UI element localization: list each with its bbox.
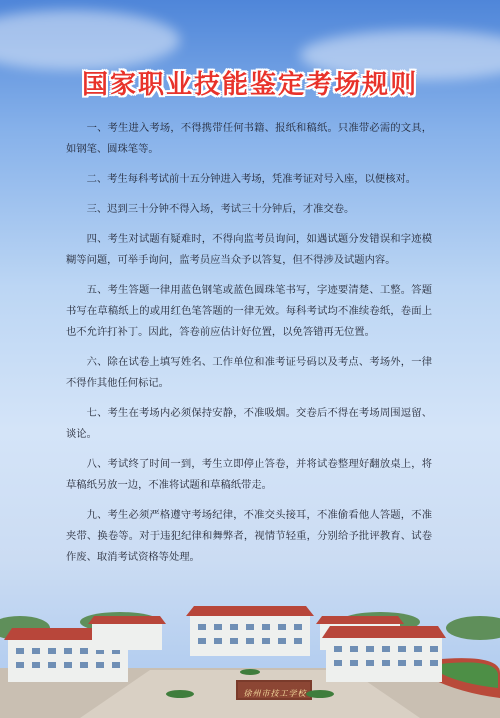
rule-item: 五、考生答题一律用蓝色钢笔或蓝色圆珠笔书写，字迹要清楚、工整。答题书写在草稿纸上的或用红色笔答题的一律无效。每科考试均不准续卷纸，卷面上也不允许打补丁。因此，答卷前应估计好位置，以免答错再无位置。 (66, 284, 432, 338)
rule-item: 九、考生必须严格遵守考场纪律，不准交头接耳，不准偷看他人答题，不准夹带、换卷等。对于违犯纪律和舞弊者，视情节轻重，分别给予批评教育、试卷作废、取消考试资格等处理。 (66, 509, 432, 563)
rules-list (66, 118, 432, 577)
building-center (186, 606, 314, 656)
building-right-front (322, 626, 446, 682)
rule-item: 七、考生在考场内必须保持安静，不准吸烟。交卷后不得在考场周围逗留、谈论。 (66, 407, 432, 440)
building-left-back (88, 616, 166, 650)
rule-item: 八、考试终了时间一到，考生立即停止答卷，并将试卷整理好翻放桌上，将草稿纸另放一边，不准将试题和草稿纸带走。 (66, 458, 432, 491)
rule-item: 三、迟到三十分钟不得入场，考试三十分钟后，才准交卷。 (86, 203, 355, 215)
rule-item: 六、除在试卷上填写姓名、工作单位和准考证号码以及考点、考场外，一律不得作其他任何标记。 (66, 356, 432, 389)
rule-item: 一、考生进入考场，不得携带任何书籍、报纸和稿纸。只准带必需的文具，如钢笔、圆珠笔等。 (66, 122, 432, 155)
rule-item: 二、考生每科考试前十五分钟进入考场，凭准考证对号入座，以便核对。 (86, 173, 417, 185)
rule-item: 四、考生对试题有疑难时，不得向监考员询问，如遇试题分发错误和字迹模糊等问题，可举手询问，监考员应当众予以答复，但不得涉及试题内容。 (66, 233, 432, 266)
campus-illustration (0, 598, 500, 718)
school-sign-label: 徐州市技工学校 (243, 689, 307, 698)
page-title: 国家职业技能鉴定考场规则 (81, 70, 418, 100)
sky-cloud (0, 10, 180, 70)
